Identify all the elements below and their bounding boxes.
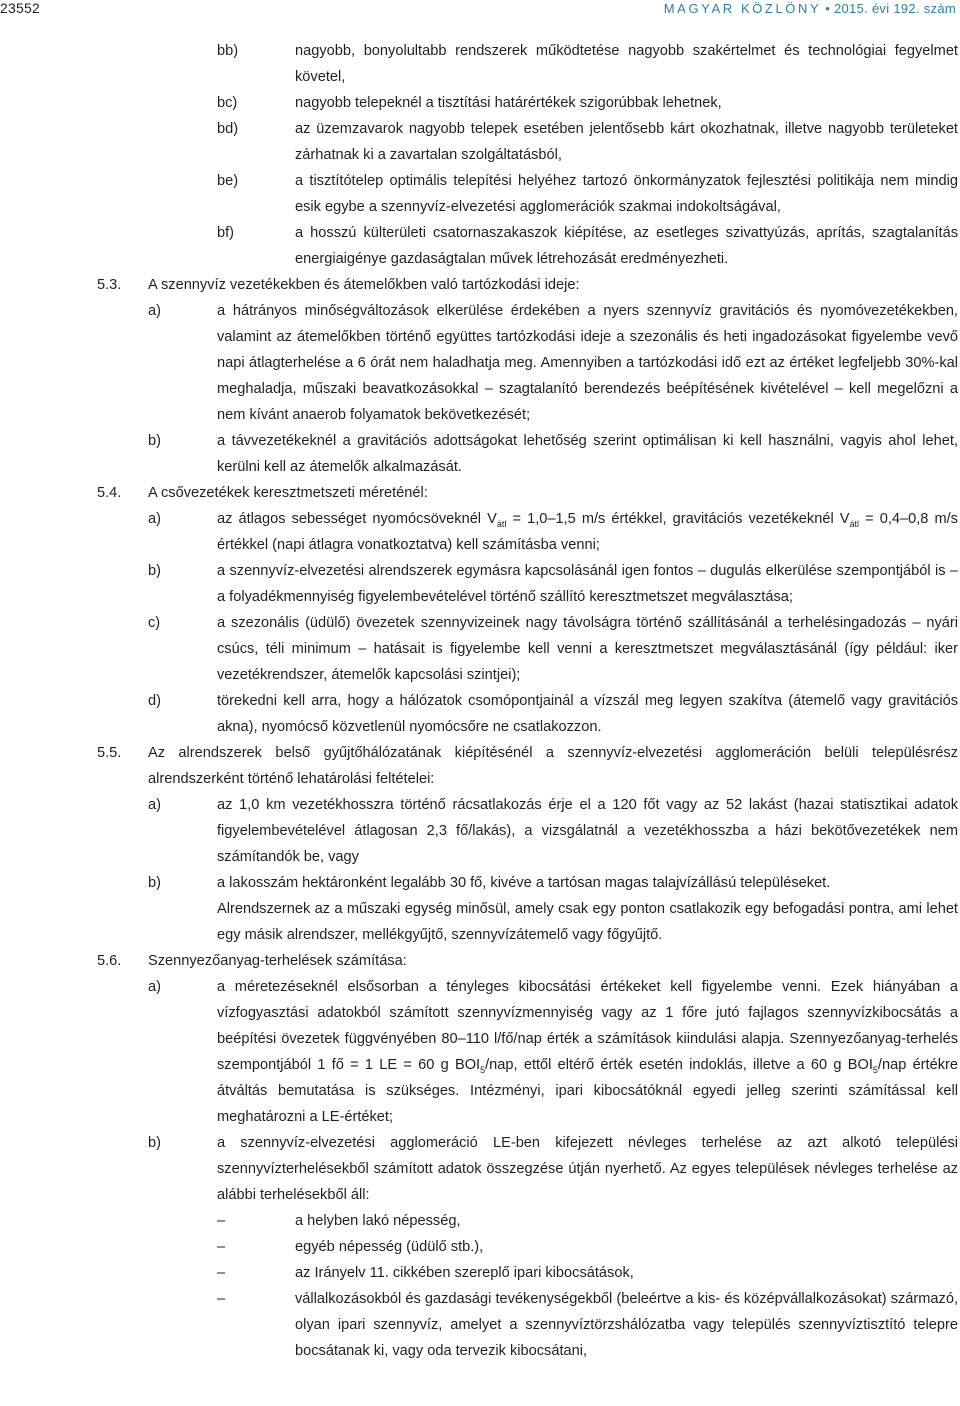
item-label: b) [148,1135,161,1151]
sub-item [0,220,960,272]
item-text [217,974,958,1130]
item-text: a hátrányos minőségváltozások elkerülése érdekében a nyers szennyvíz gravitációs és nyomóvezetékekben, valamint az átemelőkben történő együttes tartózkodási ideje a szezonális és heti ingadozásokat figyelembe vevő napi átlagterhelése a 6 órát nem haladhatja meg. Amennyiben a tartózkodási idő ezt az értéket legfeljebb 30%-kal meghaladja, műszaki beavatkozásokkal – szagtalanító berendezés beépítésének kivételével – kell megelőzni a nem kívánt anaerob folyamatok bekövetkezését; [217,303,958,423]
item-label: bc) [217,95,238,111]
item-label: – [217,1265,226,1281]
item-text: nagyobb telepeknél a tisztítási határértékek szigorúbbak lehetnek, [295,95,722,111]
continuation-paragraph [0,896,960,948]
list-item [0,298,960,428]
document-body [0,38,960,1364]
item-label: 5.3. [97,277,122,293]
sub-item [0,168,960,220]
list-item [0,1130,960,1208]
item-text: a szezonális (üdülő) övezetek szennyvizeinek nagy távolságra történő szállításánál a terhelésingadozás – nyári csúcs, téli minimum – hatásait is figyelembe kell venni a keresztmetszet megválasztásánál (így például: iker vezetékrendszer, átemelők kapcsolási szintjei); [217,615,958,683]
item-text: Az alrendszerek belső gyűjtőhálózatának kiépítésénél a szennyvíz-elvezetési agglomeráción belüli településrész alrendszerként történő lehatárolási feltételei: [148,745,958,787]
item-label: bb) [217,43,239,59]
item-label: a) [148,797,161,813]
sub-item [0,38,960,90]
item-text: A csővezetékek keresztmetszeti méreténél: [148,485,428,501]
item-text: a lakosszám hektáronként legalább 30 fő, kivéve a tartósan magas talajvízállású településeket. [217,875,831,891]
section [0,948,960,974]
item-text: a tisztítótelep optimális telepítési helyéhez tartozó önkormányzatok fejlesztési politikája nem mindig esik egybe a szennyvíz-elvezetési agglomerációk szakmai indokoltságával, [295,173,958,215]
sub-item [0,90,960,116]
item-label: d) [148,693,161,709]
issue-label: 2015. évi 192. szám [833,1,956,16]
item-label: 5.5. [97,745,122,761]
journal-title: MAGYAR KÖZLÖNY [663,1,822,16]
item-text: a távvezetékeknél a gravitációs adottságokat lehetőség szerint optimálisan ki kell használni, vagyis ahol lehet, kerülni kell az átemelők alkalmazását. [217,433,958,475]
list-item [0,688,960,740]
item-text: egyéb népesség (üdülő stb.), [295,1239,484,1255]
item-text: a helyben lakó népesség, [295,1213,461,1229]
item-label: b) [148,563,161,579]
item-text: nagyobb, bonyolultabb rendszerek működtetése nagyobb szakértelmet és technológiai fegyelmet követel, [295,43,958,85]
text-run: a méretezéseknél elsősorban a tényleges kibocsátási értékeket kell figyelembe venni. Ezek hiányában a vízfogyasztási adatokból számított szennyvízmennyiség vagy az 1 főre jutó fajlagos szennyvízkibocsátás a beépítési övezetek függvényében 80–110 l/fő/nap érték a számítások kiindulási alapja. Szennyezőanyag-terhelés szempontjából 1 fő = 1 LE = 60 g BOI [217,979,958,1073]
subscript: átl [496,518,507,529]
subscript: átl [849,518,860,529]
header-separator: • [825,1,834,16]
list-item [0,870,960,896]
item-text: A szennyvíz vezetékekben és átemelőkben való tartózkodási ideje: [148,277,580,293]
item-label: b) [148,875,161,891]
item-text: a szennyvíz-elvezetési agglomeráció LE-ben kifejezett névleges terhelése az azt alkotó települési szennyvízterhelésekből számított adatok összegzése útján nyerhető. Az egyes települések névleges terhelése az alábbi terhelésekből áll: [217,1135,958,1203]
section [0,480,960,506]
item-label: be) [217,173,239,189]
subscript: 5 [480,1064,486,1075]
item-text [217,506,958,558]
text-run: /nap értékre átváltás bemutatása is szükséges. Intézményi, ipari kibocsátóknál egyedi jelleg szerinti számítással kell meghatározni a LE-értéket; [217,1057,958,1125]
list-item [0,506,960,558]
item-text: a szennyvíz-elvezetési alrendszerek egymásra kapcsolásánál igen fontos – dugulás elkerülése szempontjából is – a folyadékmennyiség figyelembevételével történő szállító keresztmetszet megválasztása; [217,563,958,605]
item-label: b) [148,433,161,449]
item-text: az 1,0 km vezetékhosszra történő rácsatlakozás érje el a 120 főt vagy az 52 lakást (hazai statisztikai adatok figyelembevételével átlagosan 2,3 fő/lakás), a vizsgálatnál a vezetékhosszba a házi bekötővezetékek nem számítandók be, vagy [217,797,958,865]
list-item [0,428,960,480]
item-label: 5.4. [97,485,122,501]
item-label: a) [148,979,161,995]
item-label: bd) [217,121,239,137]
item-label: – [217,1213,226,1229]
dash-item [0,1260,960,1286]
item-label: 5.6. [97,953,122,969]
dash-item [0,1286,960,1364]
section [0,740,960,792]
item-text: törekedni kell arra, hogy a hálózatok csomópontjainál a vízszál meg legyen szakítva (átemelő vagy gravitációs akna), nyomócső közvetlenül nyomócsőre ne csatlakozzon. [217,693,958,735]
item-text: Szennyezőanyag-terhelések számítása: [148,953,407,969]
list-item [0,974,960,1130]
list-item [0,792,960,870]
list-item [0,558,960,610]
sub-item [0,116,960,168]
item-label: – [217,1291,226,1307]
running-header [664,1,956,16]
item-text: a hosszú külterületi csatornaszakaszok kiépítése, az esetleges szivattyúzás, aprítás, szagtalanítás energiaigénye gazdaságtalan művek létrehozását eredményezheti. [295,225,958,267]
item-text: az Irányelv 11. cikkében szereplő ipari kibocsátások, [295,1265,634,1281]
text-run: /nap, ettől eltérő érték esetén indoklás, illetve a 60 g BOI [485,1057,873,1073]
dash-item [0,1208,960,1234]
text-run: = 1,0–1,5 m/s értékkel, gravitációs vezetékeknél V [506,511,850,527]
item-label: a) [148,303,161,319]
page-number: 23552 [0,0,40,16]
item-label: c) [148,615,161,631]
page-header [0,0,960,20]
dash-item [0,1234,960,1260]
item-text: Alrendszernek az a műszaki egység minősül, amely csak egy ponton csatlakozik egy befogadási pontra, ami lehet egy másik alrendszer, mellékgyűjtő, szennyvízátemelő vagy főgyűjtő. [217,901,958,943]
item-text: az üzemzavarok nagyobb telepek esetében jelentősebb kárt okozhatnak, illetve nagyobb területeket zárhatnak ki a zavartalan szolgáltatásból, [295,121,958,163]
item-text: vállalkozásokból és gazdasági tevékenységekből (beleértve a kis- és középvállalkozásokat) származó, olyan ipari szennyvíz, amelyet a szennyvíztörzshálózatba vagy település szennyvíztisztító telepre bocsátanak ki, vagy oda tervezik kibocsátani, [295,1291,958,1359]
item-label: a) [148,511,161,527]
section [0,272,960,298]
text-run: az átlagos sebességet nyomócsöveknél V [217,511,497,527]
subscript: 5 [872,1064,878,1075]
item-label: – [217,1239,226,1255]
list-item [0,610,960,688]
text-run: = 0,4–0,8 m/s értékkel (napi átlagra vonatkoztatva) kell számításba venni; [217,511,958,553]
item-label: bf) [217,225,235,241]
